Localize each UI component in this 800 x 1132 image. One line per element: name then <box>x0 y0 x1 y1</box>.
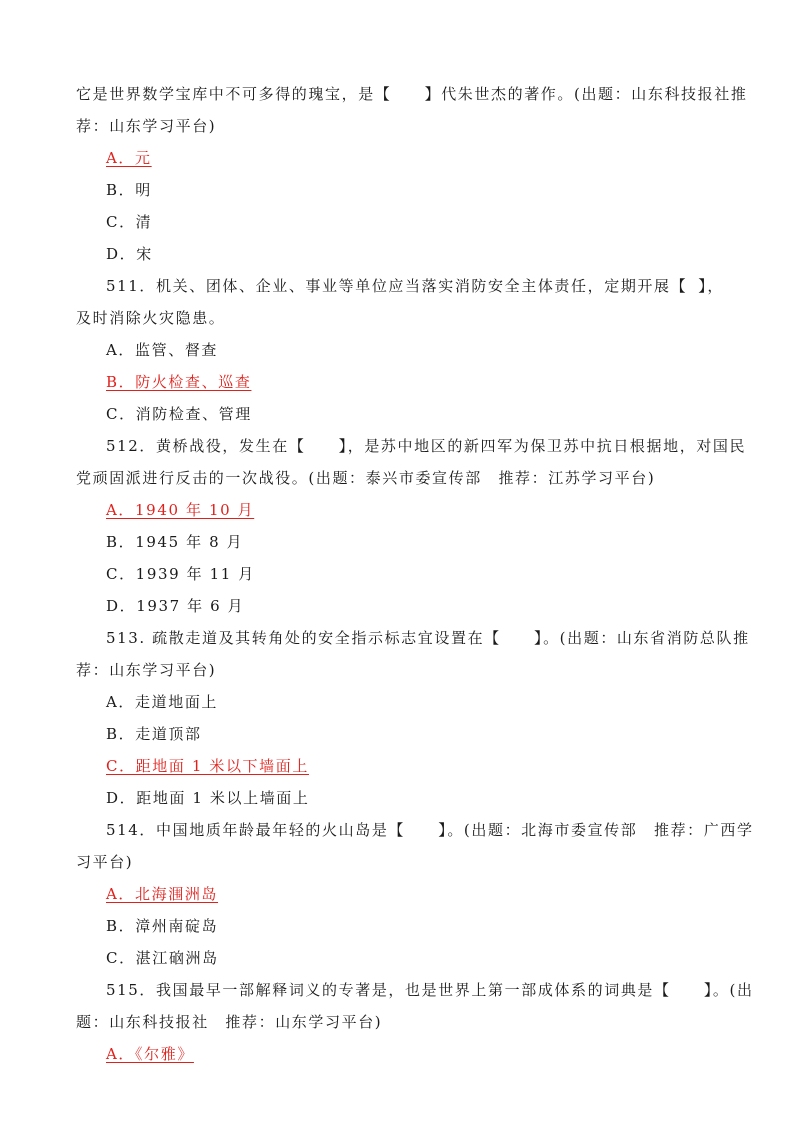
q513-option-c-answer: C．距地面 1 米以下墙面上 <box>106 757 309 775</box>
q511-line2: 及时消除火灾隐患。 <box>76 309 226 327</box>
q512-option-a-answer: A．1940 年 10 月 <box>106 501 255 519</box>
q514-option-c: C．湛江硇洲岛 <box>106 949 219 967</box>
q513-line1-text: 513. 疏散走道及其转角处的安全指示标志宜设置在【 】。(出题：山东省消防总队 <box>106 629 734 647</box>
q515-option-a-answer: A．《尔雅》 <box>106 1045 194 1063</box>
q513-line1 <box>106 628 750 648</box>
q514-line1: 514．中国地质年龄最年轻的火山岛是【 】。(出题：北海市委宣传部 推荐：广西学 <box>106 821 754 839</box>
q514-option-a-answer: A．北海涠洲岛 <box>106 885 219 903</box>
q513-option-d: D．距地面 1 米以上墙面上 <box>106 789 310 807</box>
q515-line2: 题：山东科技报社 推荐：山东学习平台) <box>76 1013 383 1031</box>
q511-option-b-answer: B．防火检查、巡查 <box>106 373 252 391</box>
q510-option-b: B．明 <box>106 181 152 199</box>
q512-option-c: C．1939 年 11 月 <box>106 565 255 583</box>
q510-option-d: D．宋 <box>106 245 153 263</box>
q511-line1-text: 511．机关、团体、企业、事业等单位应当落实消防安全主体责任，定期开展【 <box>106 277 688 295</box>
q513-line1-tail: 推 <box>733 629 750 647</box>
q512-option-d: D．1937 年 6 月 <box>106 597 245 615</box>
q512-line1: 512．黄桥战役，发生在【 】，是苏中地区的新四军为保卫苏中抗日根据地，对国民 <box>106 437 747 455</box>
q510-option-a-answer: A．元 <box>106 149 152 167</box>
q514-line2: 习平台) <box>76 853 134 871</box>
q515-line1: 515．我国最早一部解释词义的专著是，也是世界上第一部成体系的词典是【 】。(出 <box>106 981 754 999</box>
q511-line1-tail: 】， <box>698 277 724 295</box>
q510-line1 <box>76 84 748 104</box>
q513-option-a: A．走道地面上 <box>106 693 219 711</box>
q512-option-b: B．1945 年 8 月 <box>106 533 244 551</box>
q514-option-b: B．漳州南碇岛 <box>106 917 219 935</box>
q512-line2: 党顽固派进行反击的一次战役。(出题：泰兴市委宣传部 推荐：江苏学习平台) <box>76 469 656 487</box>
q511-option-c: C．消防检查、管理 <box>106 405 252 423</box>
q511-line1 <box>106 276 724 296</box>
q510-option-c: C．清 <box>106 213 153 231</box>
q513-option-b: B．走道顶部 <box>106 725 202 743</box>
q513-line2: 荐：山东学习平台) <box>76 661 217 679</box>
q510-line1-text: 它是世界数学宝库中不可多得的瑰宝，是【 】代朱世杰的著作。(出题：山东科技报社 <box>76 85 731 103</box>
q510-line2: 荐：山东学习平台) <box>76 117 217 135</box>
q510-line1-tail: 推 <box>730 85 748 103</box>
q511-option-a: A．监管、督查 <box>106 341 219 359</box>
